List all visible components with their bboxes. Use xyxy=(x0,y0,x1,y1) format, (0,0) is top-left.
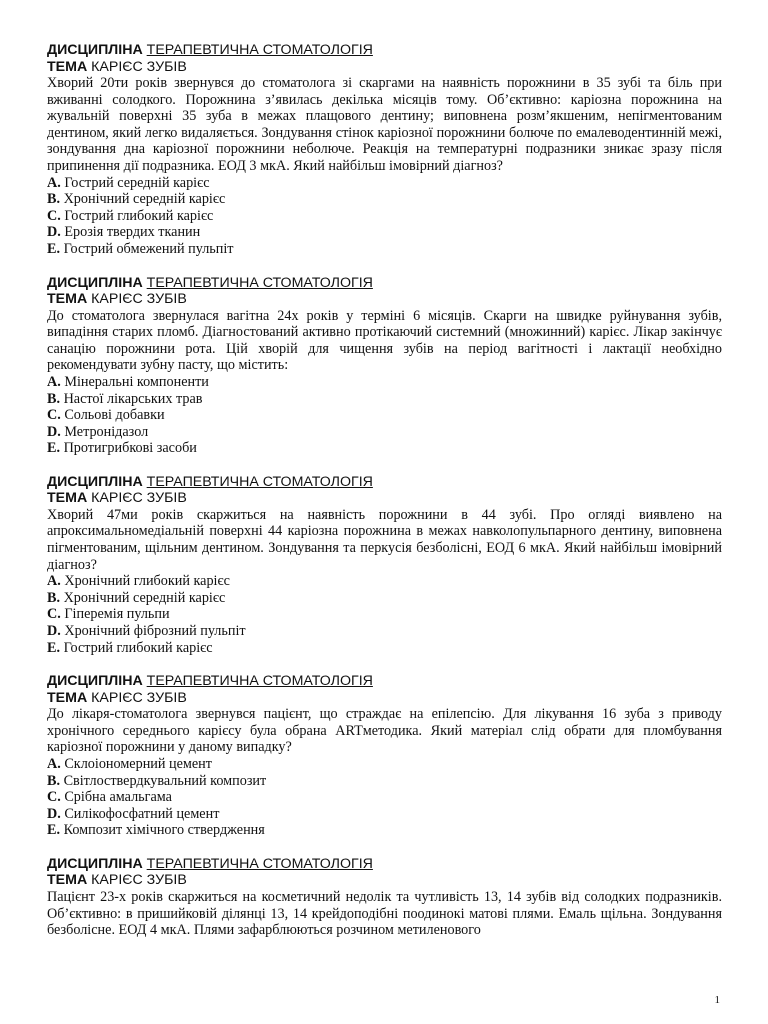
discipline-line xyxy=(47,474,722,491)
answer-option-d xyxy=(47,623,722,640)
question-text: Хворий 20ти років звернувся до стоматолога зі скаргами на наявність порожнини в 35 зубі та біль при вживанні солодкого. Порожнина з’явилась декілька місяців тому. Об’єктивно: каріозна порожнина на жувальній поверхні 35 зуба в межах плащового дентину; виповнена розм’якшеним, непігментованим дентином, який легко видаляється. Зондування стінок каріозної порожнини болюче по емалеводентинній межі, зондування дна каріозної порожнини неболюче. Реакція на температурні подразники зникає зразу після припинення дії подразника. ЕОД 3 мкА. Який найбільш імовірний діагноз? xyxy=(47,75,722,174)
option-letter: B. xyxy=(47,390,61,407)
topic-value: КАРІЄС ЗУБІВ xyxy=(91,490,187,507)
discipline-label: ДИСЦИПЛІНА xyxy=(47,274,143,291)
option-letter: E. xyxy=(47,240,61,257)
answer-option-e xyxy=(47,241,722,258)
option-text: Хронічний фіброзний пульпіт xyxy=(60,623,246,640)
option-letter: D. xyxy=(47,805,61,822)
answer-option-e xyxy=(47,440,722,457)
option-letter: A. xyxy=(47,373,61,390)
option-letter: D. xyxy=(47,224,61,241)
answer-option-a xyxy=(47,374,722,391)
option-letter: B. xyxy=(47,589,61,606)
answer-options xyxy=(47,573,722,656)
document-page xyxy=(47,42,722,1004)
answer-option-a xyxy=(47,175,722,192)
option-letter: A. xyxy=(47,756,61,772)
answer-option-a xyxy=(47,573,722,590)
question-2 xyxy=(47,275,722,457)
answer-option-b xyxy=(47,773,722,790)
topic-line xyxy=(47,872,722,889)
answer-option-c xyxy=(47,606,722,623)
option-text: Хронічний глибокий карієс xyxy=(60,573,230,590)
option-text: Світлоствердкувальний композит xyxy=(60,772,267,789)
question-text: Пацієнт 23-х років скаржиться на косметичний недолік та чутливість 13, 14 зубів від солодких подразників. Об’єктивно: в пришийковій ділянці 13, 14 крейдоподібні поодинокі матові плями. Емаль щільна. Зондування безболісне. ЕОД 4 мкА. Плями зафарблюються розчином метиленового xyxy=(47,888,722,939)
discipline-value: ТЕРАПЕВТИЧНА СТОМАТОЛОГІЯ xyxy=(146,42,373,58)
option-letter: D. xyxy=(47,423,61,440)
answer-option-b xyxy=(47,191,722,208)
answer-options xyxy=(47,374,722,457)
discipline-label: ДИСЦИПЛІНА xyxy=(47,673,143,690)
discipline-value: ТЕРАПЕВТИЧНА СТОМАТОЛОГІЯ xyxy=(146,473,373,490)
answer-option-d xyxy=(47,224,722,241)
option-text: Гіперемія пульпи xyxy=(60,606,170,623)
option-letter: C. xyxy=(47,407,61,424)
topic-label: ТЕМА xyxy=(47,291,88,308)
option-text: Композит хімічного ствердження xyxy=(60,822,265,839)
option-letter: C. xyxy=(47,207,61,224)
discipline-value: ТЕРАПЕВТИЧНА СТОМАТОЛОГІЯ xyxy=(146,673,373,690)
question-5 xyxy=(47,856,722,939)
option-text: Сольові добавки xyxy=(60,407,165,424)
answer-option-a xyxy=(47,756,722,773)
option-letter: A. xyxy=(47,573,61,590)
answer-option-c xyxy=(47,208,722,225)
option-text: Хронічний середній карієс xyxy=(60,589,226,606)
answer-options xyxy=(47,175,722,258)
discipline-label: ДИСЦИПЛІНА xyxy=(47,473,143,490)
topic-value: КАРІЄС ЗУБІВ xyxy=(91,872,187,889)
option-text: Склоіономерний цемент xyxy=(60,756,212,772)
option-text: Силікофосфатний цемент xyxy=(60,805,220,822)
answer-option-b xyxy=(47,590,722,607)
topic-label: ТЕМА xyxy=(47,58,88,75)
option-letter: B. xyxy=(47,772,61,789)
option-text: Срібна амальгама xyxy=(60,789,172,806)
answer-option-d xyxy=(47,424,722,441)
discipline-line xyxy=(47,856,722,873)
option-letter: A. xyxy=(47,174,61,191)
option-text: Протигрибкові засоби xyxy=(60,440,197,457)
topic-value: КАРІЄС ЗУБІВ xyxy=(91,291,187,308)
discipline-value: ТЕРАПЕВТИЧНА СТОМАТОЛОГІЯ xyxy=(146,855,373,872)
topic-line xyxy=(47,690,722,707)
option-text: Хронічний середній карієс xyxy=(60,191,226,208)
answer-option-c xyxy=(47,407,722,424)
option-text: Настої лікарських трав xyxy=(60,390,203,407)
topic-label: ТЕМА xyxy=(47,689,88,706)
question-text: До стоматолога звернулася вагітна 24х років у терміні 6 місяців. Скарги на швидке руйнування зубів, випадіння старих пломб. Діагностований активно протікаючий системний (множинний) карієс. Лікар закінчує санацію порожнини рота. Цій хворій для чищення зубів на період вагітності і лактації необхідно рекомендувати зубну пасту, що містить: xyxy=(47,307,722,374)
discipline-label: ДИСЦИПЛІНА xyxy=(47,855,143,872)
discipline-line xyxy=(47,42,722,59)
option-letter: E. xyxy=(47,440,61,457)
discipline-line xyxy=(47,275,722,292)
question-3 xyxy=(47,474,722,656)
option-letter: E. xyxy=(47,822,61,839)
option-text: Гострий глибокий карієс xyxy=(60,207,214,224)
option-text: Метронідазол xyxy=(60,423,149,440)
topic-value: КАРІЄС ЗУБІВ xyxy=(91,58,187,75)
option-letter: C. xyxy=(47,789,61,806)
option-letter: B. xyxy=(47,191,61,208)
option-text: Гострий глибокий карієс xyxy=(60,639,213,656)
option-text: Ерозія твердих тканин xyxy=(60,224,201,241)
option-letter: E. xyxy=(47,639,61,656)
discipline-value: ТЕРАПЕВТИЧНА СТОМАТОЛОГІЯ xyxy=(146,274,373,291)
option-text: Гострий середній карієс xyxy=(60,174,210,191)
topic-line xyxy=(47,291,722,308)
topic-line xyxy=(47,490,722,507)
option-letter: D. xyxy=(47,623,61,640)
option-letter: C. xyxy=(47,606,61,623)
answer-options xyxy=(47,756,722,839)
discipline-label: ДИСЦИПЛІНА xyxy=(47,42,143,58)
answer-option-e xyxy=(47,640,722,657)
page-number: 1 xyxy=(714,994,720,1006)
question-text: До лікаря-стоматолога звернувся пацієнт, що страждає на епілепсію. Для лікування 16 зуба з приводу хронічного середнього карієсу була обрана ARTметодика. Який матеріал слід обрати для пломбування каріозної порожнини у даному випадку? xyxy=(47,706,722,756)
question-text: Хворий 47ми років скаржиться на наявність порожнини в 44 зубі. Про огляді виявлено на апроксимальномедіальній поверхні 44 каріозна порожнина в межах навколопульпарного дентину, виповнена пігментованим, щільним дентином. Зондування та перкусія безболісні, ЕОД 6 мкА. Який найбільш імовірний діагноз? xyxy=(47,506,722,573)
topic-label: ТЕМА xyxy=(47,872,88,889)
answer-option-e xyxy=(47,822,722,839)
answer-option-b xyxy=(47,391,722,408)
option-text: Мінеральні компоненти xyxy=(60,373,209,390)
question-4 xyxy=(47,673,722,839)
topic-value: КАРІЄС ЗУБІВ xyxy=(91,689,187,706)
answer-option-c xyxy=(47,789,722,806)
answer-option-d xyxy=(47,806,722,823)
topic-label: ТЕМА xyxy=(47,490,88,507)
option-text: Гострий обмежений пульпіт xyxy=(60,240,234,257)
question-1 xyxy=(47,42,722,258)
topic-line xyxy=(47,59,722,76)
discipline-line xyxy=(47,673,722,690)
